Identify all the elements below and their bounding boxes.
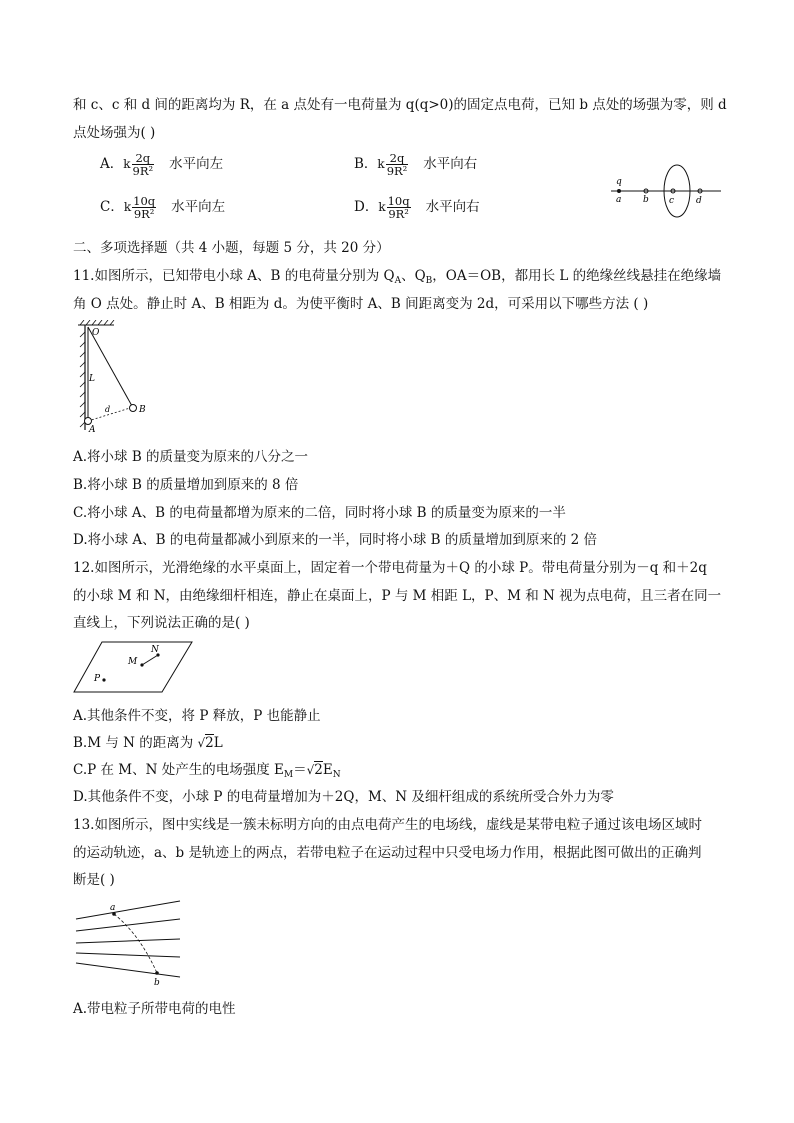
q12-option-c[interactable]: C.P 在 M、N 处产生的电场强度 $E_M=√2E_N$ — [73, 762, 341, 780]
q11-option-a[interactable]: A.将小球 B 的质量变为原来的八分之一 — [73, 449, 309, 465]
q13-option-a[interactable]: A.带电粒子所带电荷的电性 — [73, 1001, 236, 1017]
q10-option-a[interactable]: A．k $\frac{2q}{\text{9R²}}$ 水平向左 — [100, 151, 224, 178]
q10-option-d[interactable]: D．k $\frac{10q}{\text{9R²}}$ 水平向右 — [354, 194, 480, 221]
q12-option-d[interactable]: D.其他条件不变，小球 P 的电荷量增加为＋2Q，M、N 及细杆组成的系统所受合外力为零 — [73, 789, 614, 805]
point-a — [617, 189, 621, 193]
ball-a — [85, 418, 92, 425]
q10-stem-line1: 和 c、c 和 d 间的距离均为 R，在 a 点处有一电荷量为 q(q>0)的固定点电荷，已知 b 点处的场强为零，则 d — [73, 97, 727, 113]
q10-option-b[interactable]: B．k $\frac{2q}{\text{9R²}}$ 水平向右 — [354, 151, 478, 178]
svg-text:M: M — [128, 657, 138, 667]
q12-stem-line3: 直线上，下列说法正确的是( ) — [73, 615, 250, 631]
q11-option-d[interactable]: D.将小球 A、B 的电荷量都减小到原来的一半，同时将小球 B 的质量增加到原来的 2 倍 — [73, 532, 598, 548]
fraction: $\frac{2q}{\text{9R²}}$ — [132, 151, 154, 178]
fraction: $\frac{2q}{\text{9R²}}$ — [386, 151, 408, 178]
q10-figure-ring — [605, 160, 725, 220]
label-d: d — [696, 196, 702, 206]
q11-stem-line2: 角 O 点处。静止时 A、B 相距为 d。为使平衡时 A、B 间距离变为 2d，可采用以下哪些方法 ( ) — [73, 296, 649, 312]
q12-option-a[interactable]: A.其他条件不变，将 P 释放，P 也能静止 — [73, 708, 321, 724]
label-q: q — [616, 177, 622, 187]
ball-b — [130, 405, 137, 412]
svg-text:b: b — [154, 978, 160, 988]
svg-text:N: N — [151, 645, 159, 655]
fraction: $\frac{10q}{\text{9R²}}$ — [387, 194, 410, 221]
q11-figure-pendulum — [70, 320, 170, 435]
fraction: $\frac{10q}{\text{9R²}}$ — [133, 194, 156, 221]
label-a: a — [616, 195, 622, 205]
svg-text:L: L — [89, 374, 95, 384]
q13-figure-field-lines — [70, 895, 190, 990]
q13-stem-line1: 13.如图所示，图中实线是一簇未标明方向的由点电荷产生的电场线，虚线是某带电粒子通过该电场区域时 — [73, 817, 702, 833]
label-b: b — [643, 195, 649, 205]
svg-text:B: B — [139, 405, 146, 415]
q12-figure-table — [72, 638, 197, 696]
q10-stem-line2: 点处场强为( ) — [73, 125, 156, 141]
q13-stem-line3: 断是( ) — [73, 872, 115, 888]
svg-text:d: d — [105, 405, 111, 414]
q10-option-c[interactable]: C．k $\frac{10q}{\text{9R²}}$ 水平向左 — [100, 194, 226, 221]
q11-option-b[interactable]: B.将小球 B 的质量增加到原来的 8 倍 — [73, 477, 299, 493]
label-c: c — [669, 196, 675, 206]
q12-stem-line1: 12.如图所示，光滑绝缘的水平桌面上，固定着一个带电荷量为＋Q 的小球 P。带电荷量分别为－q 和＋2q — [73, 560, 707, 576]
q12-stem-line2: 的小球 M 和 N，由绝缘细杆相连，静止在桌面上，P 与 M 相距 L，P、M 和 N 视为点电荷，且三者在同一 — [73, 588, 722, 604]
q13-stem-line2: 的运动轨迹，a、b 是轨迹上的两点，若带电粒子在运动过程中只受电场力作用，根据此图可做出的正确判 — [73, 845, 702, 861]
svg-text:a: a — [110, 903, 116, 913]
svg-text:P: P — [94, 674, 101, 684]
q12-option-b[interactable]: B.M 与 N 的距离为 √2L — [73, 735, 223, 751]
section2-title: 二、多项选择题（共 4 小题，每题 5 分，共 20 分） — [73, 240, 390, 256]
q11-option-c[interactable]: C.将小球 A、B 的电荷量都增为原来的二倍，同时将小球 B 的质量变为原来的一半 — [73, 505, 566, 521]
svg-text:O: O — [92, 328, 100, 338]
svg-text:A: A — [89, 425, 96, 435]
q11-stem-line1: 11.如图所示，已知带电小球 A、B 的电荷量分别为 $Q_A$、$Q_B$，OA＝OB，都用长 L 的绝缘丝线悬挂在绝缘墙 — [73, 268, 722, 286]
